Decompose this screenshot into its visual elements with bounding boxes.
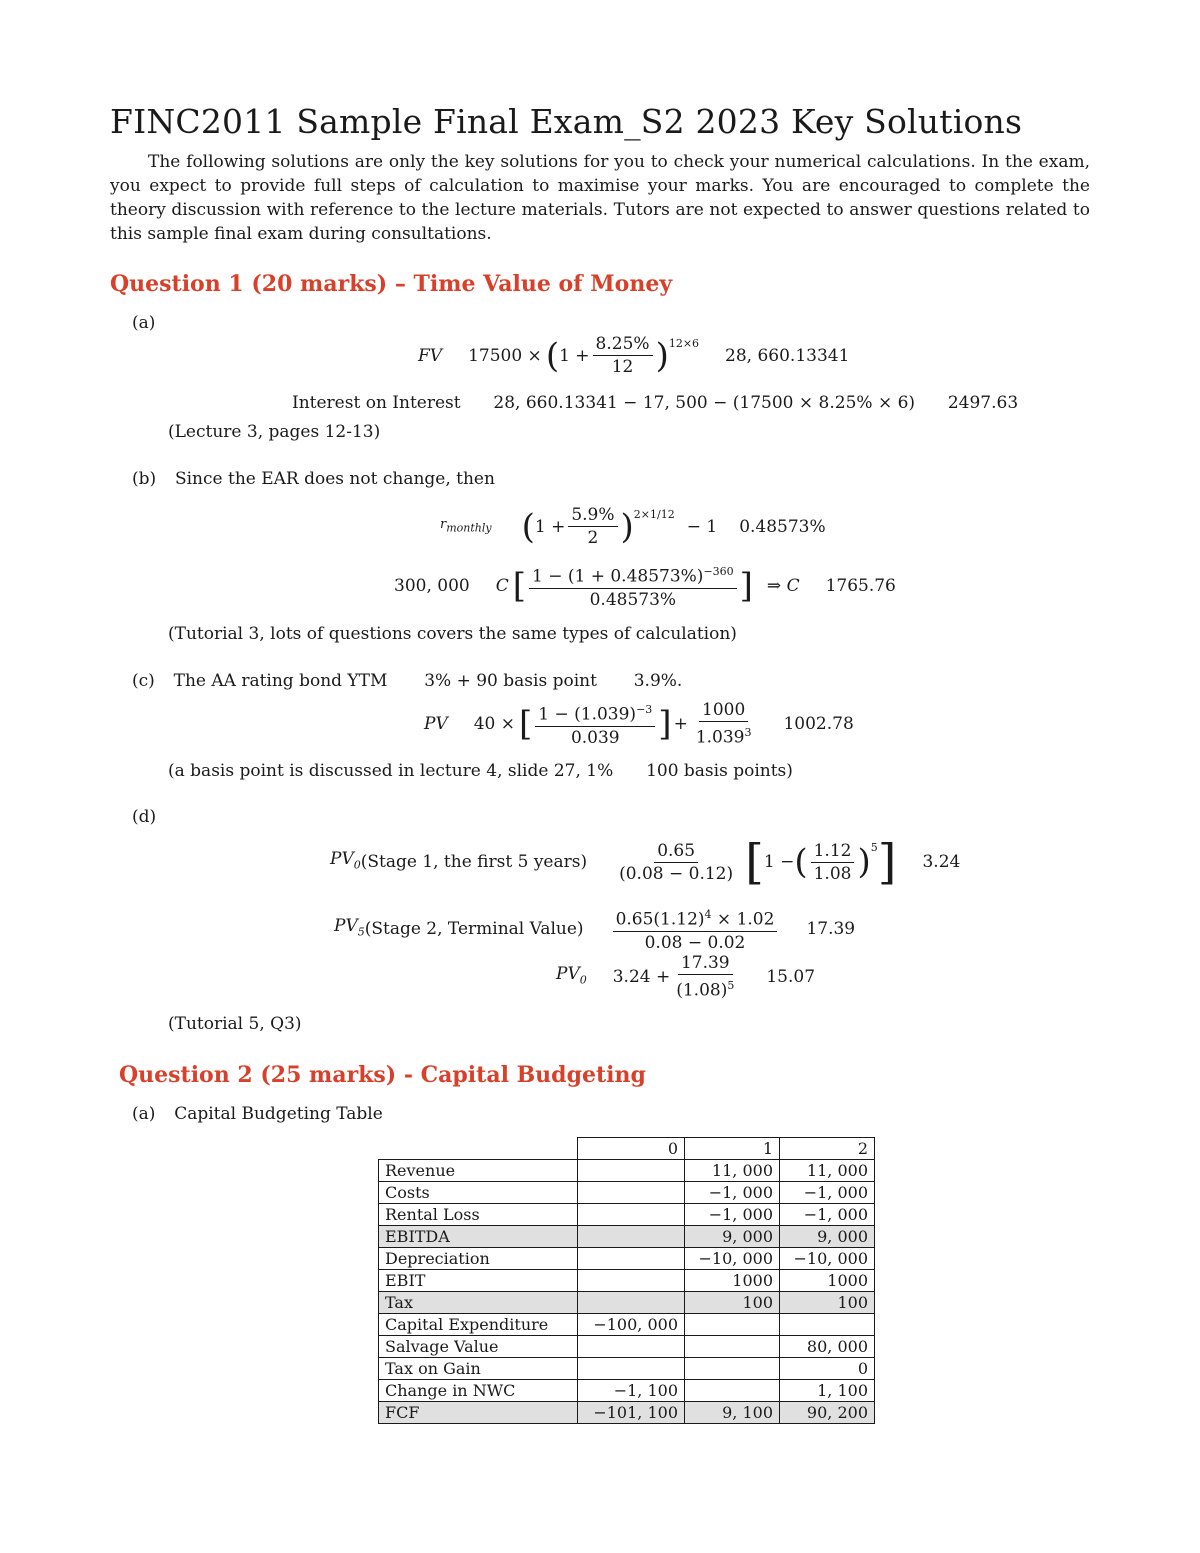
bond-face-fraction: $\frac{1000}{1.039^3}$: [695, 700, 752, 748]
part-c-reference: (a basis point is discussed in lecture 4, slide 27, 1% 100 basis points): [168, 761, 793, 781]
table-row: [379, 1182, 875, 1204]
fv-exponent: 12×6: [668, 337, 700, 350]
r-result: 0.48573%: [739, 516, 826, 537]
part-a-label: (a): [132, 313, 156, 333]
bond-annuity-fraction: $\frac{1 - (1.039)^{-3}}{0.039}$: [535, 700, 655, 748]
stage1-desc: (Stage 1, the first 5 years): [360, 852, 588, 872]
fv-equation: FV 17500 × ( 1 + $\frac{8.25\%}{12}$ ) $^{12\times 6}$ 28, 660.13341: [418, 334, 850, 377]
annuity-fraction: $\frac{1 - (1 + 0.48573\%)^{-360}}{0.48573\%}$: [529, 562, 737, 610]
r-exponent: 2×1/12: [633, 508, 675, 521]
year-1-value: 9, 100: [685, 1402, 780, 1424]
year-1-value: 1000: [685, 1270, 780, 1292]
part-d-label: (d): [132, 807, 157, 827]
fv-rate-fraction: $\frac{8.25\%}{12}$: [593, 334, 653, 377]
question-2-heading: Question 2 (25 marks) - Capital Budgeting: [119, 1062, 646, 1088]
r-monthly-equation: $r_{monthly}$ ( 1 + $\frac{5.9\%}{2}$ ) $^{2\times 1/12}$ − 1 0.48573%: [440, 505, 826, 548]
table-row: [379, 1292, 875, 1314]
row-label: EBITDA: [379, 1226, 578, 1248]
year-2-value: 100: [780, 1292, 875, 1314]
stage1-lhs: $PV_0$: [330, 848, 361, 872]
year-2-value: −1, 000: [780, 1204, 875, 1226]
table-row: [379, 1314, 875, 1336]
total-pv-fraction: $\frac{17.39}{(1.08)^5}$: [676, 953, 735, 1001]
row-label: EBIT: [379, 1270, 578, 1292]
table-row: [379, 1226, 875, 1248]
stage2-fraction: $\frac{0.65(1.12)^4 \times 1.02}{0.08 - 0.02}$: [613, 905, 778, 953]
year-1-value: −1, 000: [685, 1182, 780, 1204]
year-1-value: −1, 000: [685, 1204, 780, 1226]
total-pv-result: 15.07: [766, 966, 816, 987]
interest-on-interest-line: [292, 393, 1018, 413]
bond-coupon: 40 ×: [473, 713, 515, 734]
stage1-growth-fraction: $\frac{1.12}{1.08}$: [811, 841, 855, 884]
year-2-value: 1000: [780, 1270, 875, 1292]
year-1-value: [685, 1358, 780, 1380]
q2-part-a-text: Capital Budgeting Table: [174, 1104, 383, 1124]
year-2-value: 9, 000: [780, 1226, 875, 1248]
year-0-value: [578, 1292, 685, 1314]
payment-c: C: [495, 575, 509, 596]
year-0-value: [578, 1336, 685, 1358]
row-label: Depreciation: [379, 1248, 578, 1270]
table-header-year-2: 2: [780, 1138, 875, 1160]
part-c-label: (c): [132, 671, 155, 691]
year-0-value: [578, 1160, 685, 1182]
q2-part-a-line: [132, 1104, 383, 1124]
r-rate-fraction: $\frac{5.9\%}{2}$: [568, 505, 617, 548]
pv-lhs: 300, 000: [394, 575, 470, 596]
fv-result: 28, 660.13341: [725, 345, 850, 366]
stage1-result: 3.24: [922, 852, 961, 872]
ioi-expression: 28, 660.13341 − 17, 500 − (17500 × 8.25% × 6): [493, 393, 916, 413]
year-0-value: [578, 1226, 685, 1248]
row-label: Capital Expenditure: [379, 1314, 578, 1336]
year-0-value: −100, 000: [578, 1314, 685, 1336]
row-label: Rental Loss: [379, 1204, 578, 1226]
year-0-value: −101, 100: [578, 1402, 685, 1424]
total-pv-lhs: $PV_0$: [556, 963, 587, 987]
year-1-value: 11, 000: [685, 1160, 780, 1182]
year-2-value: 0: [780, 1358, 875, 1380]
row-label: Tax on Gain: [379, 1358, 578, 1380]
year-2-value: 80, 000: [780, 1336, 875, 1358]
capital-budgeting-table: [378, 1137, 875, 1424]
table-header-blank: [379, 1138, 578, 1160]
part-a-reference: (Lecture 3, pages 12-13): [168, 422, 381, 442]
table-row: [379, 1270, 875, 1292]
intro-paragraph: The following solutions are only the key solutions for you to check your numerical calculations. In the exam, you expect to provide full steps of calculation to maximise your marks. You are encouraged to complete the theory discussion with reference to the lecture materials. Tutors are not expected to answer questions related to this sample final exam during consultations.: [110, 152, 1090, 244]
part-c-ytm-result: 3.9%.: [633, 671, 683, 691]
year-2-value: 11, 000: [780, 1160, 875, 1182]
part-b-text: Since the EAR does not change, then: [174, 469, 495, 489]
table-row: [379, 1336, 875, 1358]
row-label: Costs: [379, 1182, 578, 1204]
r-minus-one: − 1: [686, 516, 718, 537]
part-c-text: The AA rating bond YTM: [173, 671, 388, 691]
table-row: [379, 1380, 875, 1402]
year-2-value: 1, 100: [780, 1380, 875, 1402]
stage2-result: 17.39: [806, 918, 856, 939]
year-1-value: 100: [685, 1292, 780, 1314]
table-row: [379, 1160, 875, 1182]
table-row: [379, 1248, 875, 1270]
stage1-fraction: $\frac{0.65}{(0.08 - 0.12)}$: [619, 840, 734, 884]
stage2-equation: [334, 905, 855, 953]
part-b-line: [132, 469, 495, 489]
part-b-label: (b): [132, 469, 157, 489]
implies-c: ⇒ C: [766, 575, 800, 596]
year-0-value: [578, 1248, 685, 1270]
table-header-row: [379, 1138, 875, 1160]
part-b-reference: (Tutorial 3, lots of questions covers the same types of calculation): [168, 624, 737, 644]
year-0-value: −1, 100: [578, 1380, 685, 1402]
bond-pv-equation: PV 40 × [ $\frac{1 - (1.039)^{-3}}{0.039}$ ] + $\frac{1000}{1.039^3}$ 1002.78: [424, 700, 854, 748]
stage2-desc: (Stage 2, Terminal Value): [364, 918, 584, 939]
table-row: [379, 1402, 875, 1424]
stage2-lhs: $PV_5$: [334, 915, 365, 939]
part-c-line: [132, 671, 682, 691]
year-2-value: 90, 200: [780, 1402, 875, 1424]
row-label: FCF: [379, 1402, 578, 1424]
q2-part-a-label: (a): [132, 1104, 156, 1124]
stage1-equation: $PV_0$ (Stage 1, the first 5 years) $\frac{0.65}{(0.08 - 0.12)}$ [ 1 − ( $\frac{1.12}{1.08}$ ) $^5$ ] 3.24: [330, 834, 961, 890]
year-1-value: −10, 000: [685, 1248, 780, 1270]
r-lhs: $r_{monthly}$: [440, 516, 492, 535]
ioi-label: Interest on Interest: [292, 393, 461, 413]
year-2-value: [780, 1314, 875, 1336]
part-d-reference: (Tutorial 5, Q3): [168, 1014, 302, 1034]
fv-lhs: FV: [418, 345, 443, 366]
bond-pv-lhs: PV: [424, 713, 448, 734]
fv-base: 17500 ×: [468, 345, 542, 366]
row-label: Tax: [379, 1292, 578, 1314]
year-1-value: 9, 000: [685, 1226, 780, 1248]
row-label: Revenue: [379, 1160, 578, 1182]
year-0-value: [578, 1204, 685, 1226]
year-2-value: −10, 000: [780, 1248, 875, 1270]
payment-result: 1765.76: [825, 575, 896, 596]
row-label: Salvage Value: [379, 1336, 578, 1358]
row-label: Change in NWC: [379, 1380, 578, 1402]
table-header-year-1: 1: [685, 1138, 780, 1160]
table-header-year-0: 0: [578, 1138, 685, 1160]
year-1-value: [685, 1314, 780, 1336]
year-0-value: [578, 1182, 685, 1204]
year-0-value: [578, 1270, 685, 1292]
bond-pv-result: 1002.78: [783, 713, 854, 734]
part-c-ytm-sum: 3% + 90 basis point: [424, 671, 597, 691]
question-1-heading: Question 1 (20 marks) – Time Value of Money: [110, 271, 673, 297]
table-row: [379, 1204, 875, 1226]
table-row: [379, 1358, 875, 1380]
year-0-value: [578, 1358, 685, 1380]
year-2-value: −1, 000: [780, 1182, 875, 1204]
annuity-equation: 300, 000 C [ $\frac{1 - (1 + 0.48573\%)^{-360}}{0.48573\%}$ ] ⇒ C 1765.76: [394, 562, 896, 610]
year-1-value: [685, 1336, 780, 1358]
page-title: FINC2011 Sample Final Exam_S2 2023 Key Solutions: [110, 102, 1023, 141]
total-pv-equation: $PV_0$ 3.24 + $\frac{17.39}{(1.08)^5}$ 15.07: [556, 953, 816, 1001]
year-1-value: [685, 1380, 780, 1402]
ioi-result: 2497.63: [947, 393, 1019, 413]
